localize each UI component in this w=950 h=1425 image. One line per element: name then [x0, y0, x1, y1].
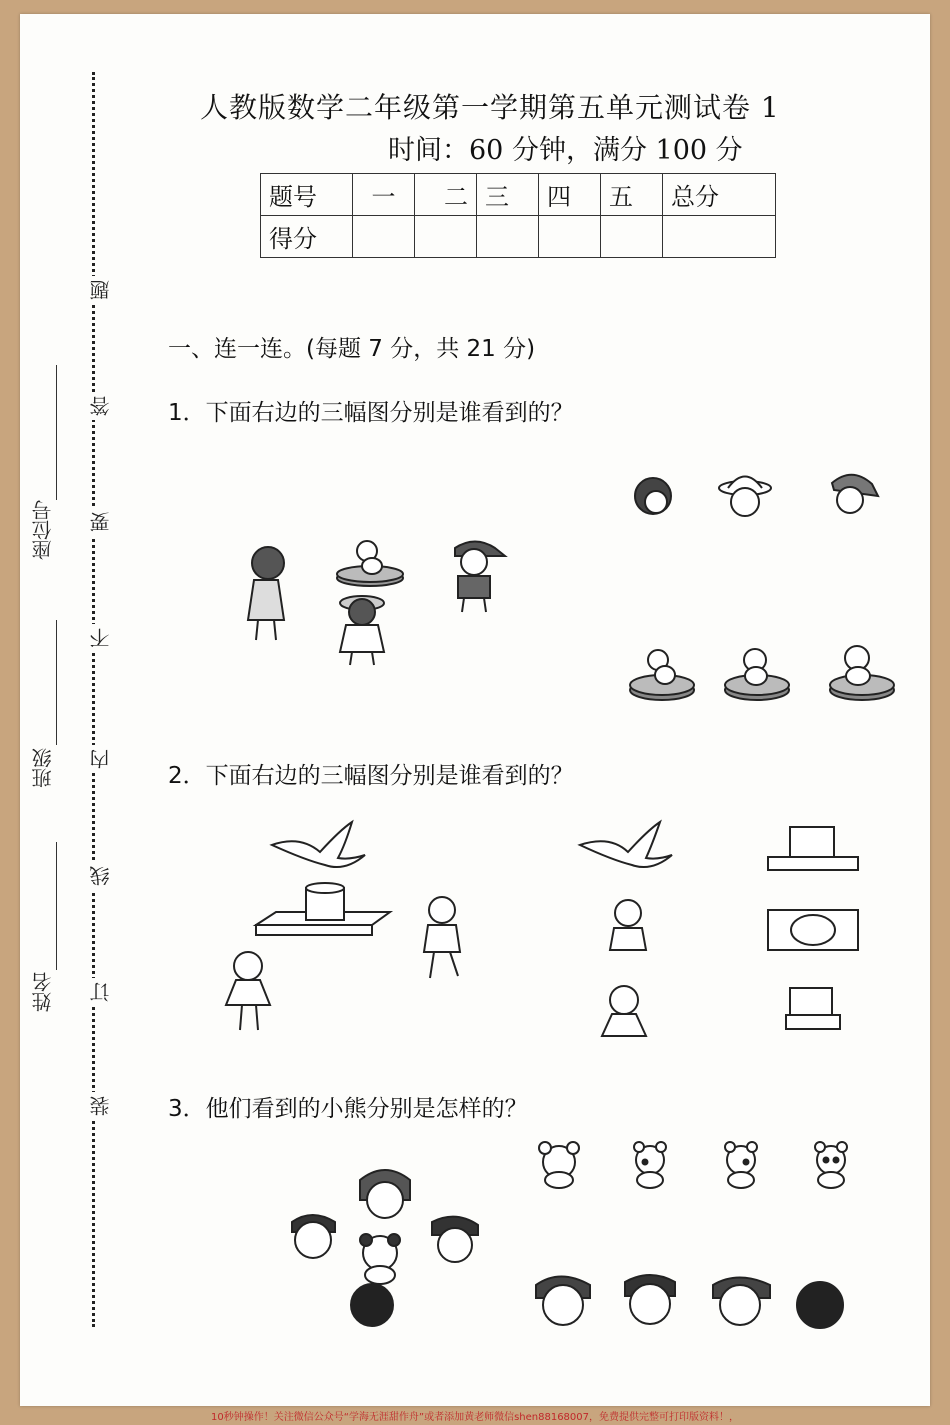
- seal-char: 线: [86, 862, 115, 890]
- q1-option-hat-child-head: [719, 477, 771, 517]
- question-3: 3．他们看到的小熊分别是怎样的？: [168, 1096, 528, 1122]
- q2-view-front: [768, 827, 858, 870]
- q2-girl-figure: [226, 952, 270, 1030]
- score-header-cell: 四: [539, 174, 601, 216]
- q2-option-boy: [610, 900, 646, 950]
- seal-char: 要: [86, 508, 115, 536]
- q3-bear-side-left: [634, 1142, 666, 1188]
- q3-scene-child-left: [292, 1215, 335, 1258]
- class-label: 班级: [31, 748, 55, 788]
- score-header-cell: 一: [353, 174, 415, 216]
- q1-option-girl-head: [635, 478, 671, 514]
- q2-bird-figure: [272, 822, 365, 867]
- q1-hat-child-figure: [340, 596, 384, 665]
- q3-option-child-2: [625, 1275, 675, 1324]
- score-header-cell: 二: [415, 174, 477, 216]
- q1-boy-figure: [455, 542, 505, 613]
- q1-cat-on-pedestal: [337, 541, 403, 586]
- seat-number-label: 座位号: [31, 500, 55, 560]
- q3-scene-child-top: [360, 1170, 410, 1218]
- question-2: 2．下面右边的三幅图分别是谁看到的？: [168, 763, 574, 789]
- q2-option-girl: [602, 986, 646, 1036]
- q2-boy-figure: [424, 897, 460, 978]
- footer-notice: 10秒钟操作！关注微信公众号“学海无涯甜作舟”或者添加黄老师微信shen88168007，免费提供完整可打印版资料！，: [210, 1412, 740, 1423]
- section-heading: 一、连一连。(每题 7 分，共 21 分): [168, 336, 536, 362]
- q1-option-cat-back: [725, 649, 789, 700]
- q3-scene-child-right: [432, 1217, 478, 1262]
- q2-option-bird: [580, 822, 672, 867]
- exam-subtitle: 时间：60 分钟，满分 100 分: [388, 135, 743, 166]
- seal-char: 订: [86, 978, 115, 1006]
- q3-option-child-1: [536, 1277, 590, 1326]
- q2-view-top: [768, 910, 858, 950]
- q2-view-side: [786, 988, 840, 1029]
- seal-char: 题: [86, 276, 115, 304]
- q3-scene-child-bottom: [351, 1284, 393, 1326]
- q2-block-object: [256, 883, 390, 935]
- q1-option-boy-head: [832, 475, 878, 513]
- score-header-cell: 题号: [261, 174, 353, 216]
- seal-char: 答: [86, 392, 115, 420]
- q1-girl-figure: [248, 547, 284, 640]
- score-header-cell: 三: [477, 174, 539, 216]
- score-header-cell: 五: [601, 174, 663, 216]
- score-header-cell: 总分: [663, 174, 776, 216]
- q3-option-child-3: [713, 1278, 770, 1326]
- score-row-label: 得分: [261, 216, 353, 258]
- q3-bear-back: [539, 1142, 579, 1188]
- q1-option-cat-side: [630, 650, 694, 700]
- exam-title: 人教版数学二年级第一学期第五单元测试卷 1: [200, 91, 780, 124]
- seal-char: 内: [86, 745, 115, 773]
- q3-bear-side-right: [725, 1142, 757, 1188]
- q3-bear-front: [815, 1142, 847, 1188]
- q3-scene-bear: [360, 1234, 400, 1284]
- q1-option-cat-front: [830, 646, 894, 700]
- question-1: 1．下面右边的三幅图分别是谁看到的？: [168, 400, 574, 426]
- seal-char: 装: [86, 1092, 115, 1120]
- name-label: 姓名: [31, 972, 55, 1012]
- q3-option-child-4: [797, 1282, 843, 1328]
- seal-char: 不: [86, 624, 115, 652]
